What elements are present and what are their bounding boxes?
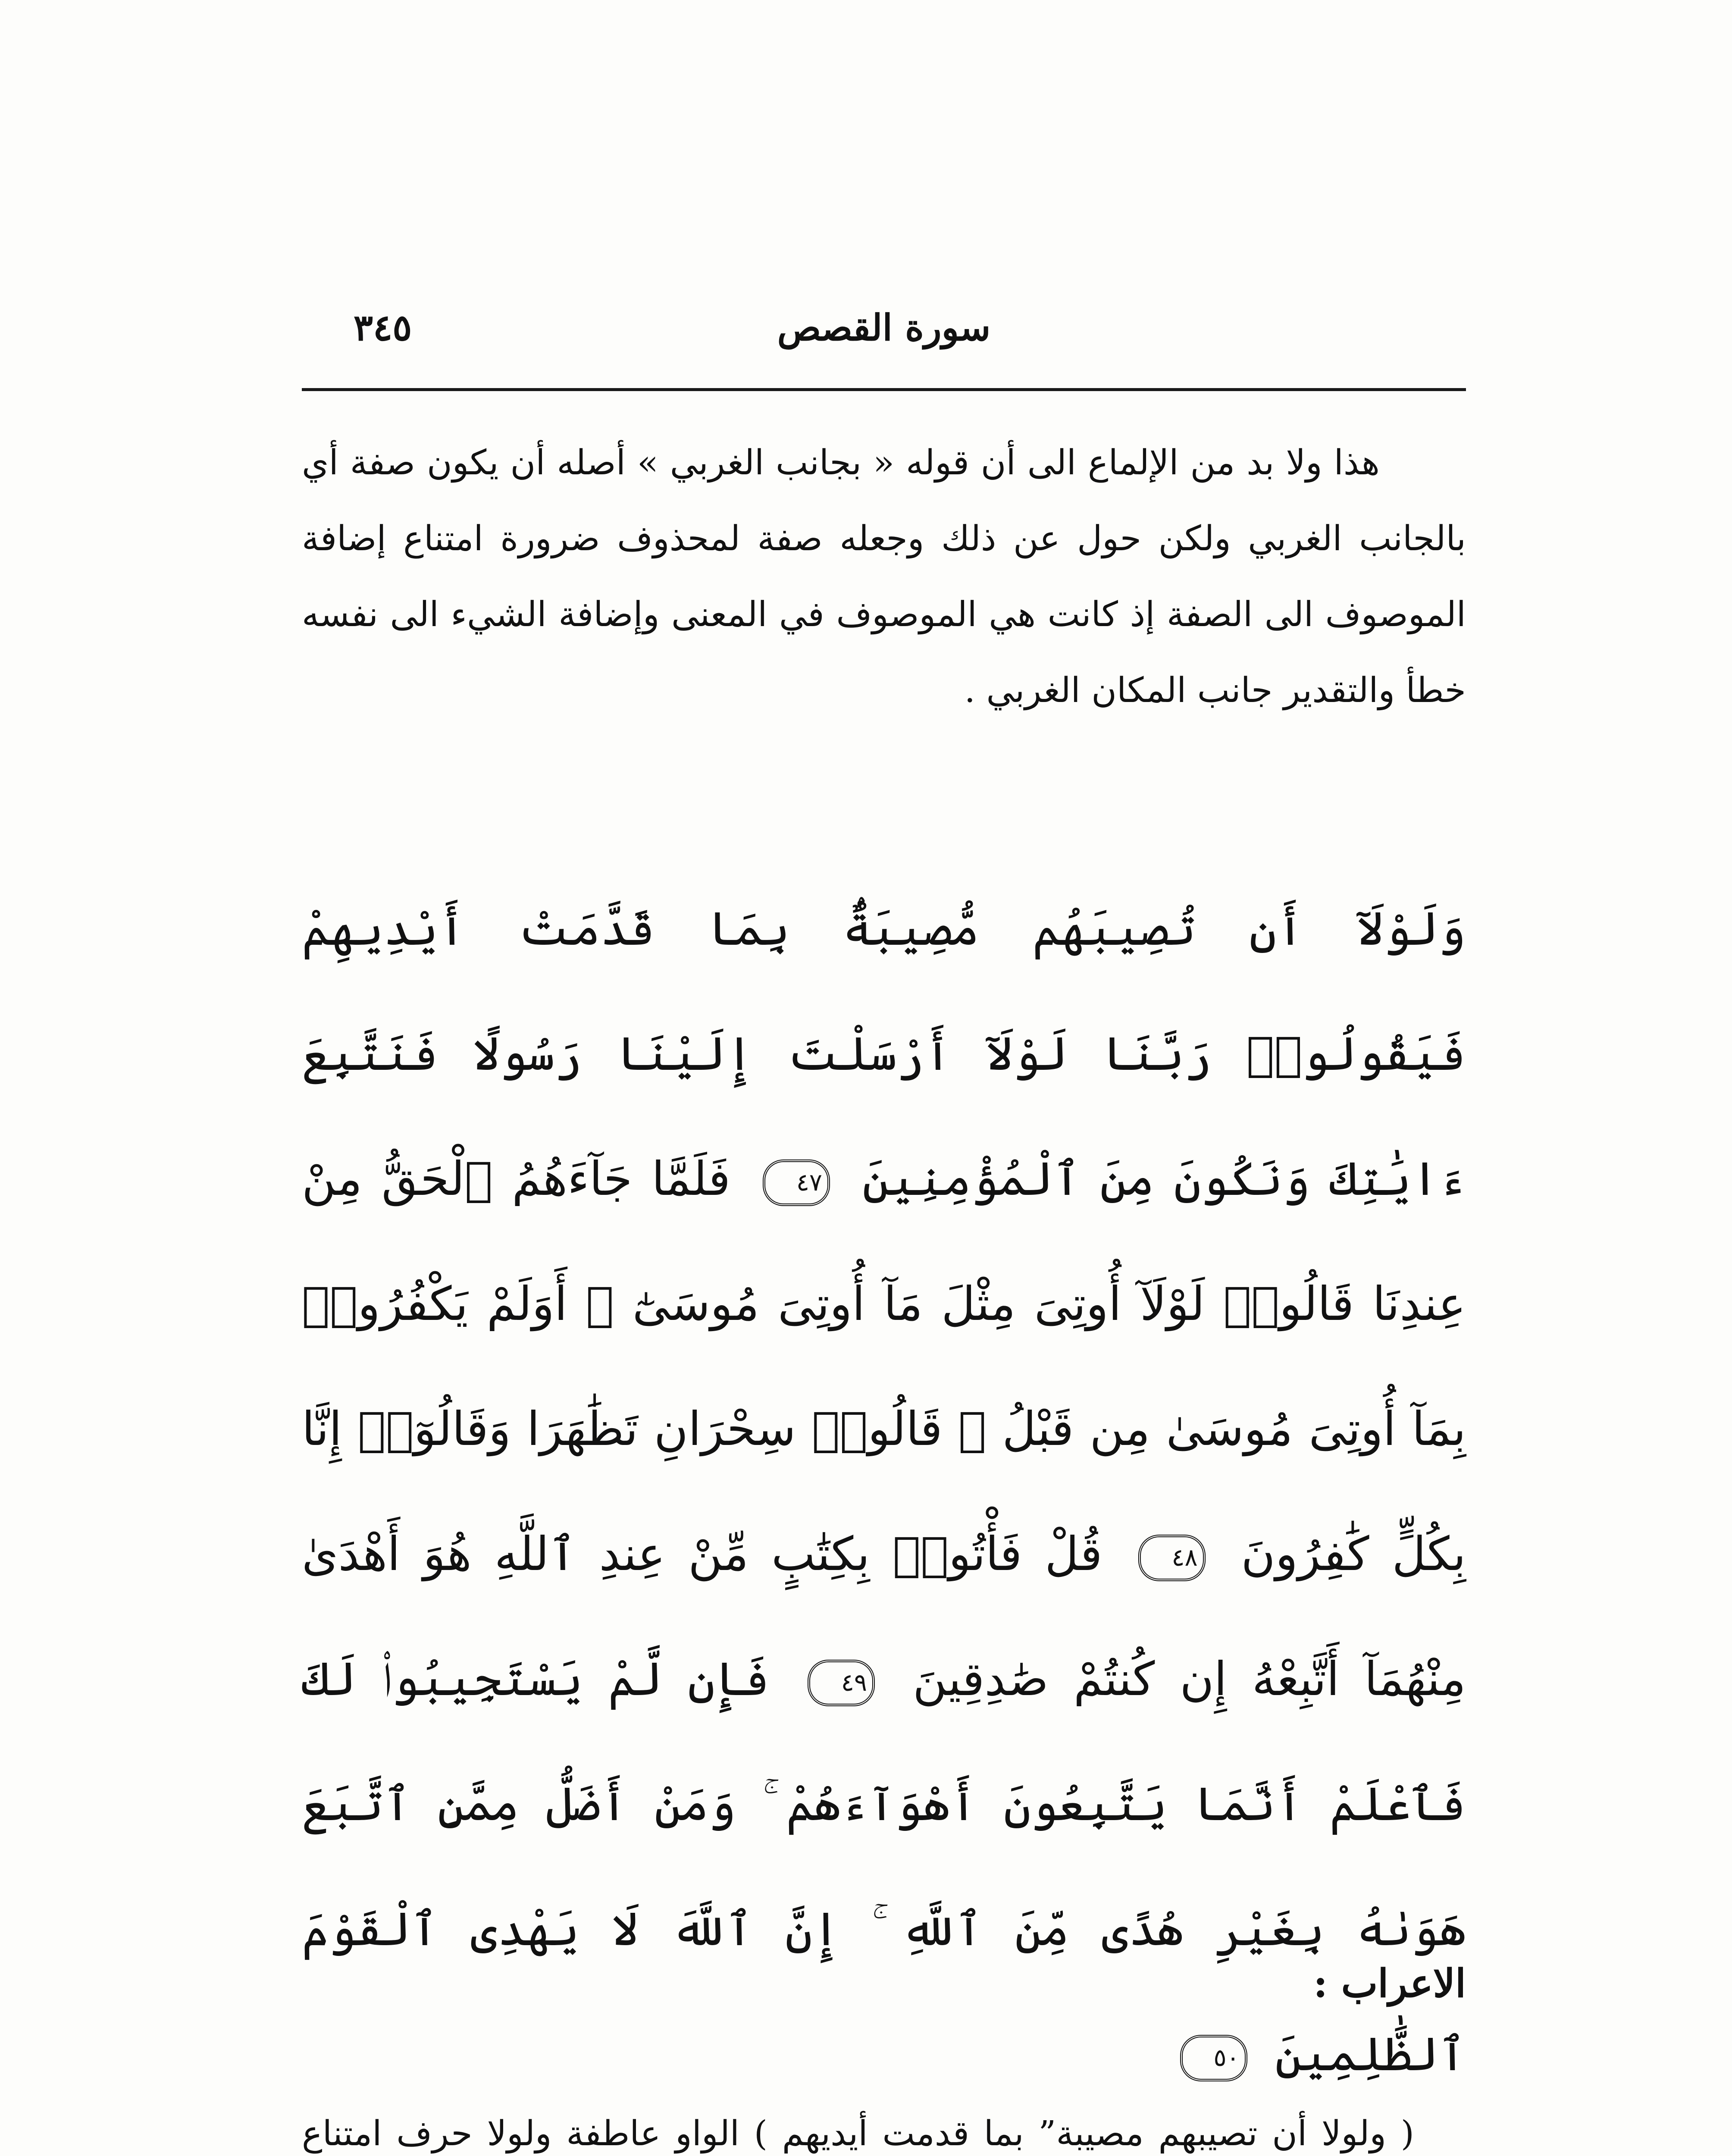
commentary-paragraph: هذا ولا بد من الإلماع الى أن قوله « بجانب الغربي » أصله أن يكون صفة أي بالجانب الغربي ولكن حول عن ذلك وجعله صفة لمحذوف ضرورة امتناع إضافة الموصوف الى الصفة إذ كانت هي الموصوف في المعنى وإضافة الشيء الى نفسه خطأ والتقدير جانب المكان الغربي . xyxy=(302,442,1466,710)
header-divider xyxy=(302,388,1466,391)
verse-text: فَلَمَّا جَآءَهُمُ ٱلْحَقُّ مِنْ عِندِنَا قَالُوا۟ لَوْلَآ أُوتِىَ مِثْلَ مَآ أُوتِىَ مُوسَىٰٓ ۚ أَوَلَمْ يَكْفُرُوا۟ بِمَآ أُوتِىَ مُوسَىٰ مِن قَبْلُ ۖ قَالُوا۟ سِحْرَانِ تَظَٰهَرَا وَقَالُوٓا۟ إِنَّا بِكُلٍّ كَٰفِرُونَ xyxy=(302,1152,1466,1581)
verse-number-marker: ٤٨ xyxy=(1138,1535,1206,1581)
verse-text: فَإِن لَّمْ يَسْتَجِيبُوا۟ لَكَ فَٱعْلَمْ أَنَّمَا يَتَّبِعُونَ أَهْوَآءَهُمْ ۚ وَمَنْ أَضَلُّ مِمَّنِ ٱتَّبَعَ هَوَىٰهُ بِغَيْرِ هُدًى مِّنَ ٱللَّهِ ۚ إِنَّ ٱللَّهَ لَا يَهْدِى ٱلْقَوْمَ ٱلظَّٰلِمِينَ xyxy=(302,1652,1466,2081)
verse-number-marker: ٤٧ xyxy=(763,1159,830,1206)
verse-text: وَلَوْلَآ أَن تُصِيبَهُم مُّصِيبَةٌۢ بِمَا قَدَّمَتْ أَيْدِيهِمْ فَيَقُولُوا۟ رَبَّنَا لَوْلَآ أَرْسَلْتَ إِلَيْنَا رَسُولًا فَنَتَّبِعَ ءَايَٰتِكَ وَنَكُونَ مِنَ ٱلْمُؤْمِنِينَ xyxy=(302,902,1466,1206)
commentary-block xyxy=(302,425,1466,728)
surah-title: سورة القصص xyxy=(777,306,991,349)
verse-50 xyxy=(302,1652,1466,2081)
irab-block xyxy=(302,2096,1466,2156)
irab-paragraph: ( ولولا أن تصيبهم مصيبة” بما قدمت أيديهم ) الواو عاطفة ولولا حرف امتناع xyxy=(302,2113,1414,2153)
verse-48 xyxy=(302,1152,1466,1581)
quran-verses xyxy=(302,867,1466,2117)
irab-heading: الاعراب : xyxy=(1313,1961,1466,2006)
verse-number-marker: ٤٩ xyxy=(808,1660,875,1706)
verse-text: قُلْ فَأْتُوا۟ بِكِتَٰبٍ مِّنْ عِندِ ٱللَّهِ هُوَ أَهْدَىٰ مِنْهُمَآ أَتَّبِعْهُ إِن كُنتُمْ صَٰدِقِينَ xyxy=(302,1527,1466,1706)
verse-number-marker: ٥٠ xyxy=(1180,2035,1247,2081)
page-header xyxy=(302,302,1466,371)
page-number: ٣٤٥ xyxy=(354,306,412,349)
